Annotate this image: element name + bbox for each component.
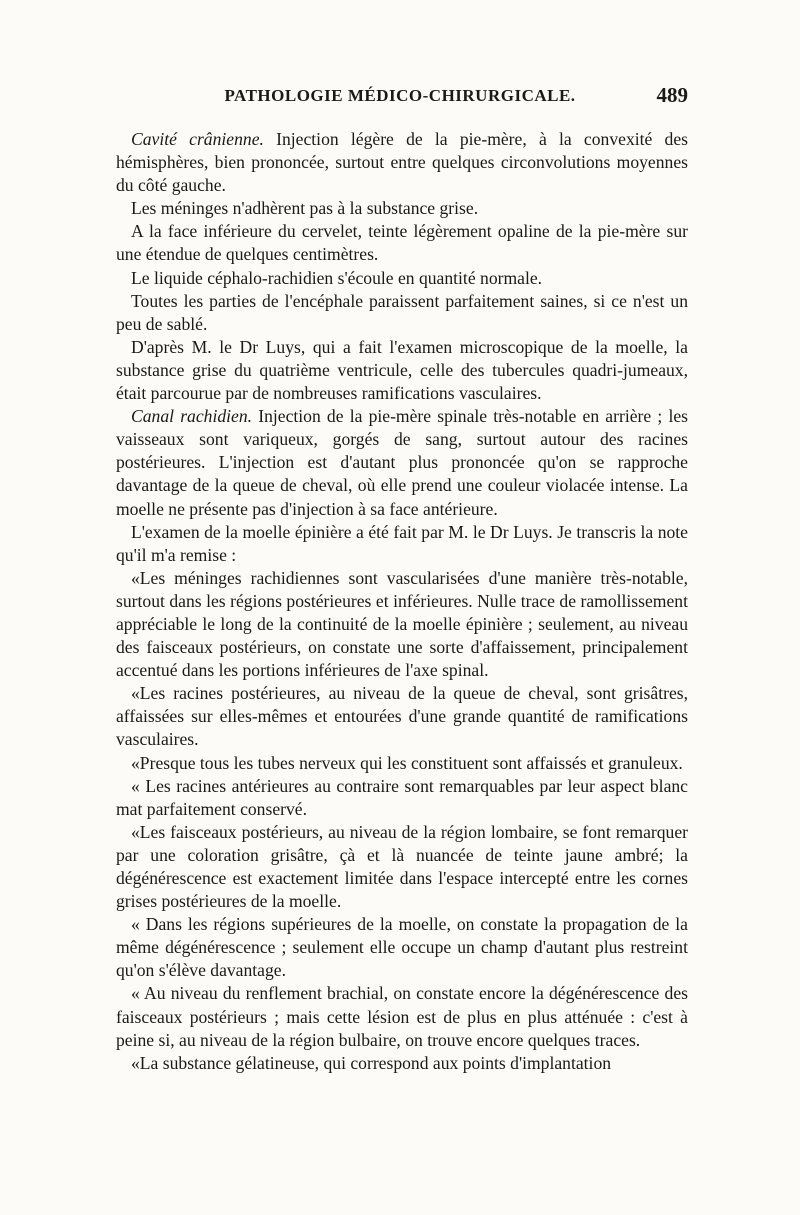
section-lead-cavite-cranienne: Cavité crânienne. (131, 129, 264, 149)
paragraph: Le liquide céphalo-rachidien s'écoule en quantité normale. (131, 267, 543, 288)
quoted-paragraph: «Les méninges rachidiennes sont vascularisées d'une manière très-notable, surtout dans les régions postérieures et inférieures. Nulle trace de ramollissement appréciable le long de la continuité de la moelle épinière ; seulement, au niveau des faisceaux postérieurs, on constate une sorte d'affaissement, principalement accentué dans les portions inférieures de l'axe spinal. (116, 567, 688, 681)
paragraph-text: Injection de la pie-mère spinale très-notable en arrière ; les vaisseaux sont variqueux, gorgés de sang, surtout autour des racines postérieures. L'injection est d'autant plus prononcée qu'on se rapproche davantage de la queue de cheval, où elle prend une couleur violacée intense. La moelle ne présente pas d'injection à sa face antérieure. (116, 406, 688, 519)
paragraph: L'examen de la moelle épinière a été fait par M. le Dr Luys. Je transcris la note qu'il m'a remise : (116, 521, 688, 565)
paragraph: Toutes les parties de l'encéphale paraissent parfaitement saines, si ce n'est un peu de sablé. (116, 290, 688, 334)
paragraph-text: Injection légère de la pie-mère, à la convexité des hémisphères, bien prononcée, surtout entre quelques circonvolutions moyennes du côté gauche. (116, 129, 688, 196)
paragraph: D'après M. le Dr Luys, qui a fait l'examen microscopique de la moelle, la substance grise du quatrième ventricule, celle des tubercules quadri-jumeaux, était parcourue par de nombreuses ramifications vasculaires. (116, 336, 688, 404)
quoted-paragraph: « Les racines antérieures au contraire sont remarquables par leur aspect blanc mat parfaitement conservé. (116, 775, 688, 819)
quoted-paragraph: « Dans les régions supérieures de la moelle, on constate la propagation de la même dégénérescence ; seulement elle occupe un champ d'autant plus restreint qu'on s'élève davantage. (116, 914, 688, 981)
quoted-paragraph: «Les racines postérieures, au niveau de la queue de cheval, sont grisâtres, affaissées sur elles-mêmes et entourées d'une grande quantité de ramifications vasculaires. (116, 683, 688, 750)
page-header (112, 83, 688, 116)
quoted-paragraph: «Les faisceaux postérieurs, au niveau de la région lombaire, se font remarquer par une coloration grisâtre, çà et là nuancée de teinte jaune ambré; la dégénérescence est exactement limitée dans l'espace intercepté entre les cornes grises postérieures de la moelle. (116, 821, 688, 912)
quoted-paragraph: «La substance gélatineuse, qui correspond aux points d'implantation (131, 1052, 612, 1073)
paragraph-cavite-cranienne (116, 128, 688, 197)
paragraph: A la face inférieure du cervelet, teinte légèrement opaline de la pie-mère sur une étendue de quelques centimètres. (116, 221, 688, 265)
paragraph: Les méninges n'adhèrent pas à la substance grise. (131, 198, 479, 219)
page-number: 489 (656, 83, 688, 107)
section-lead-canal-rachidien: Canal rachidien. (131, 406, 253, 427)
quoted-paragraph: «Presque tous les tubes nerveux qui les constituent sont affaissés et granuleux. (131, 752, 683, 773)
running-title: PATHOLOGIE MÉDICO-CHIRURGICALE. (224, 86, 576, 105)
quoted-paragraph: « Au niveau du renflement brachial, on constate encore la dégénérescence des faisceaux postérieurs ; mais cette lésion est de plus en plus atténuée : c'est à peine si, au niveau de la région bulbaire, on trouve encore quelques traces. (116, 983, 688, 1050)
paragraph-canal-rachidien (116, 405, 688, 520)
body-text (116, 128, 688, 1075)
